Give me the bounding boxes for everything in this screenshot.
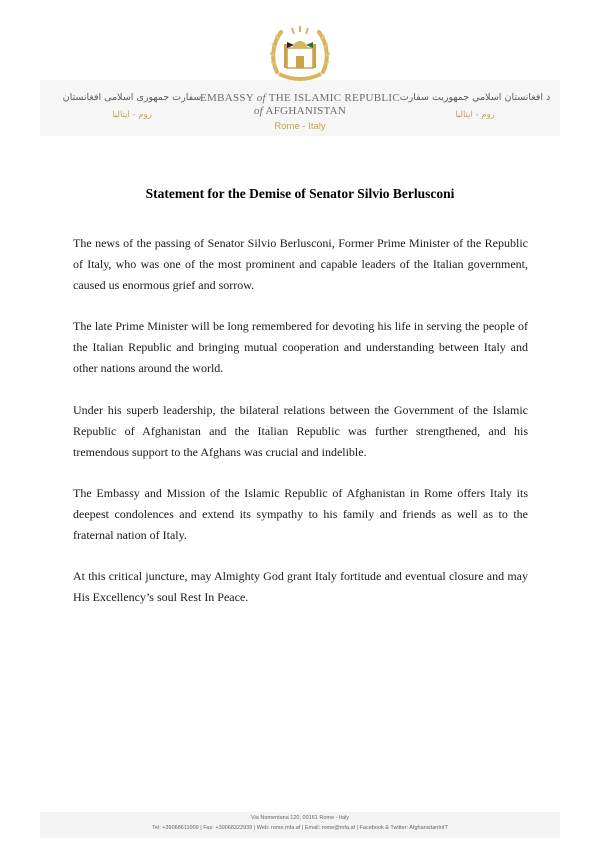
paragraph-4: The Embassy and Mission of the Islamic Republic of Afghanistan in Rome offers Italy its deepest condolences and extend its sympathy to his family and friends as well as to the fraternal nation of Italy. [73, 486, 528, 542]
paragraph-5: At this critical juncture, may Almighty God grant Italy fortitude and eventual closure and may His Excellency’s soul Rest In Peace. [73, 569, 528, 604]
embassy-name-english: EMBASSY of THE ISLAMIC REPUBLIC of AFGHANISTAN [200, 92, 400, 117]
footer-contacts: Tel: +39068611009 | Fax: +39068322939 | Web: rome.mfa.af | Email: rome@mfa.af | Facebook & Twitter: AfghanistanInIT [152, 825, 448, 831]
paragraph-1: The news of the passing of Senator Silvio Berlusconi, Former Prime Minister of the Republic of Italy, who was one of the most prominent and capable leaders of the Italian government, caused us enormous grief and sorrow. [73, 236, 528, 292]
embassy-city-english: Rome - Italy [274, 121, 326, 132]
left-embassy-name: سفارت جمهوری اسلامی افغانستان [62, 92, 202, 103]
letterhead [0, 0, 600, 140]
paragraph-2: The late Prime Minister will be long remembered for devoting his life in serving the people of the Italian Republic and bringing mutual cooperation and understanding between Italy and other nations around the world. [73, 319, 528, 375]
national-emblem-icon [265, 20, 335, 90]
right-embassy-name: د افغانستان اسلامي جمهوریت سفارت [399, 92, 551, 103]
paragraph-3: Under his superb leadership, the bilateral relations between the Government of the Islamic Republic of Afghanistan and the Italian Republic was further strengthened, and his tremendous support to the Afghans was crucial and indelible. [73, 403, 528, 459]
footer-address: Via Nomentana 120, 00161 Rome - Italy [250, 815, 350, 821]
statement-title: Statement for the Demise of Senator Silvio Berlusconi [145, 186, 455, 201]
left-embassy-city: روم - ایتالیا [112, 110, 152, 120]
right-embassy-city: روم - ایتالیا [455, 110, 495, 120]
